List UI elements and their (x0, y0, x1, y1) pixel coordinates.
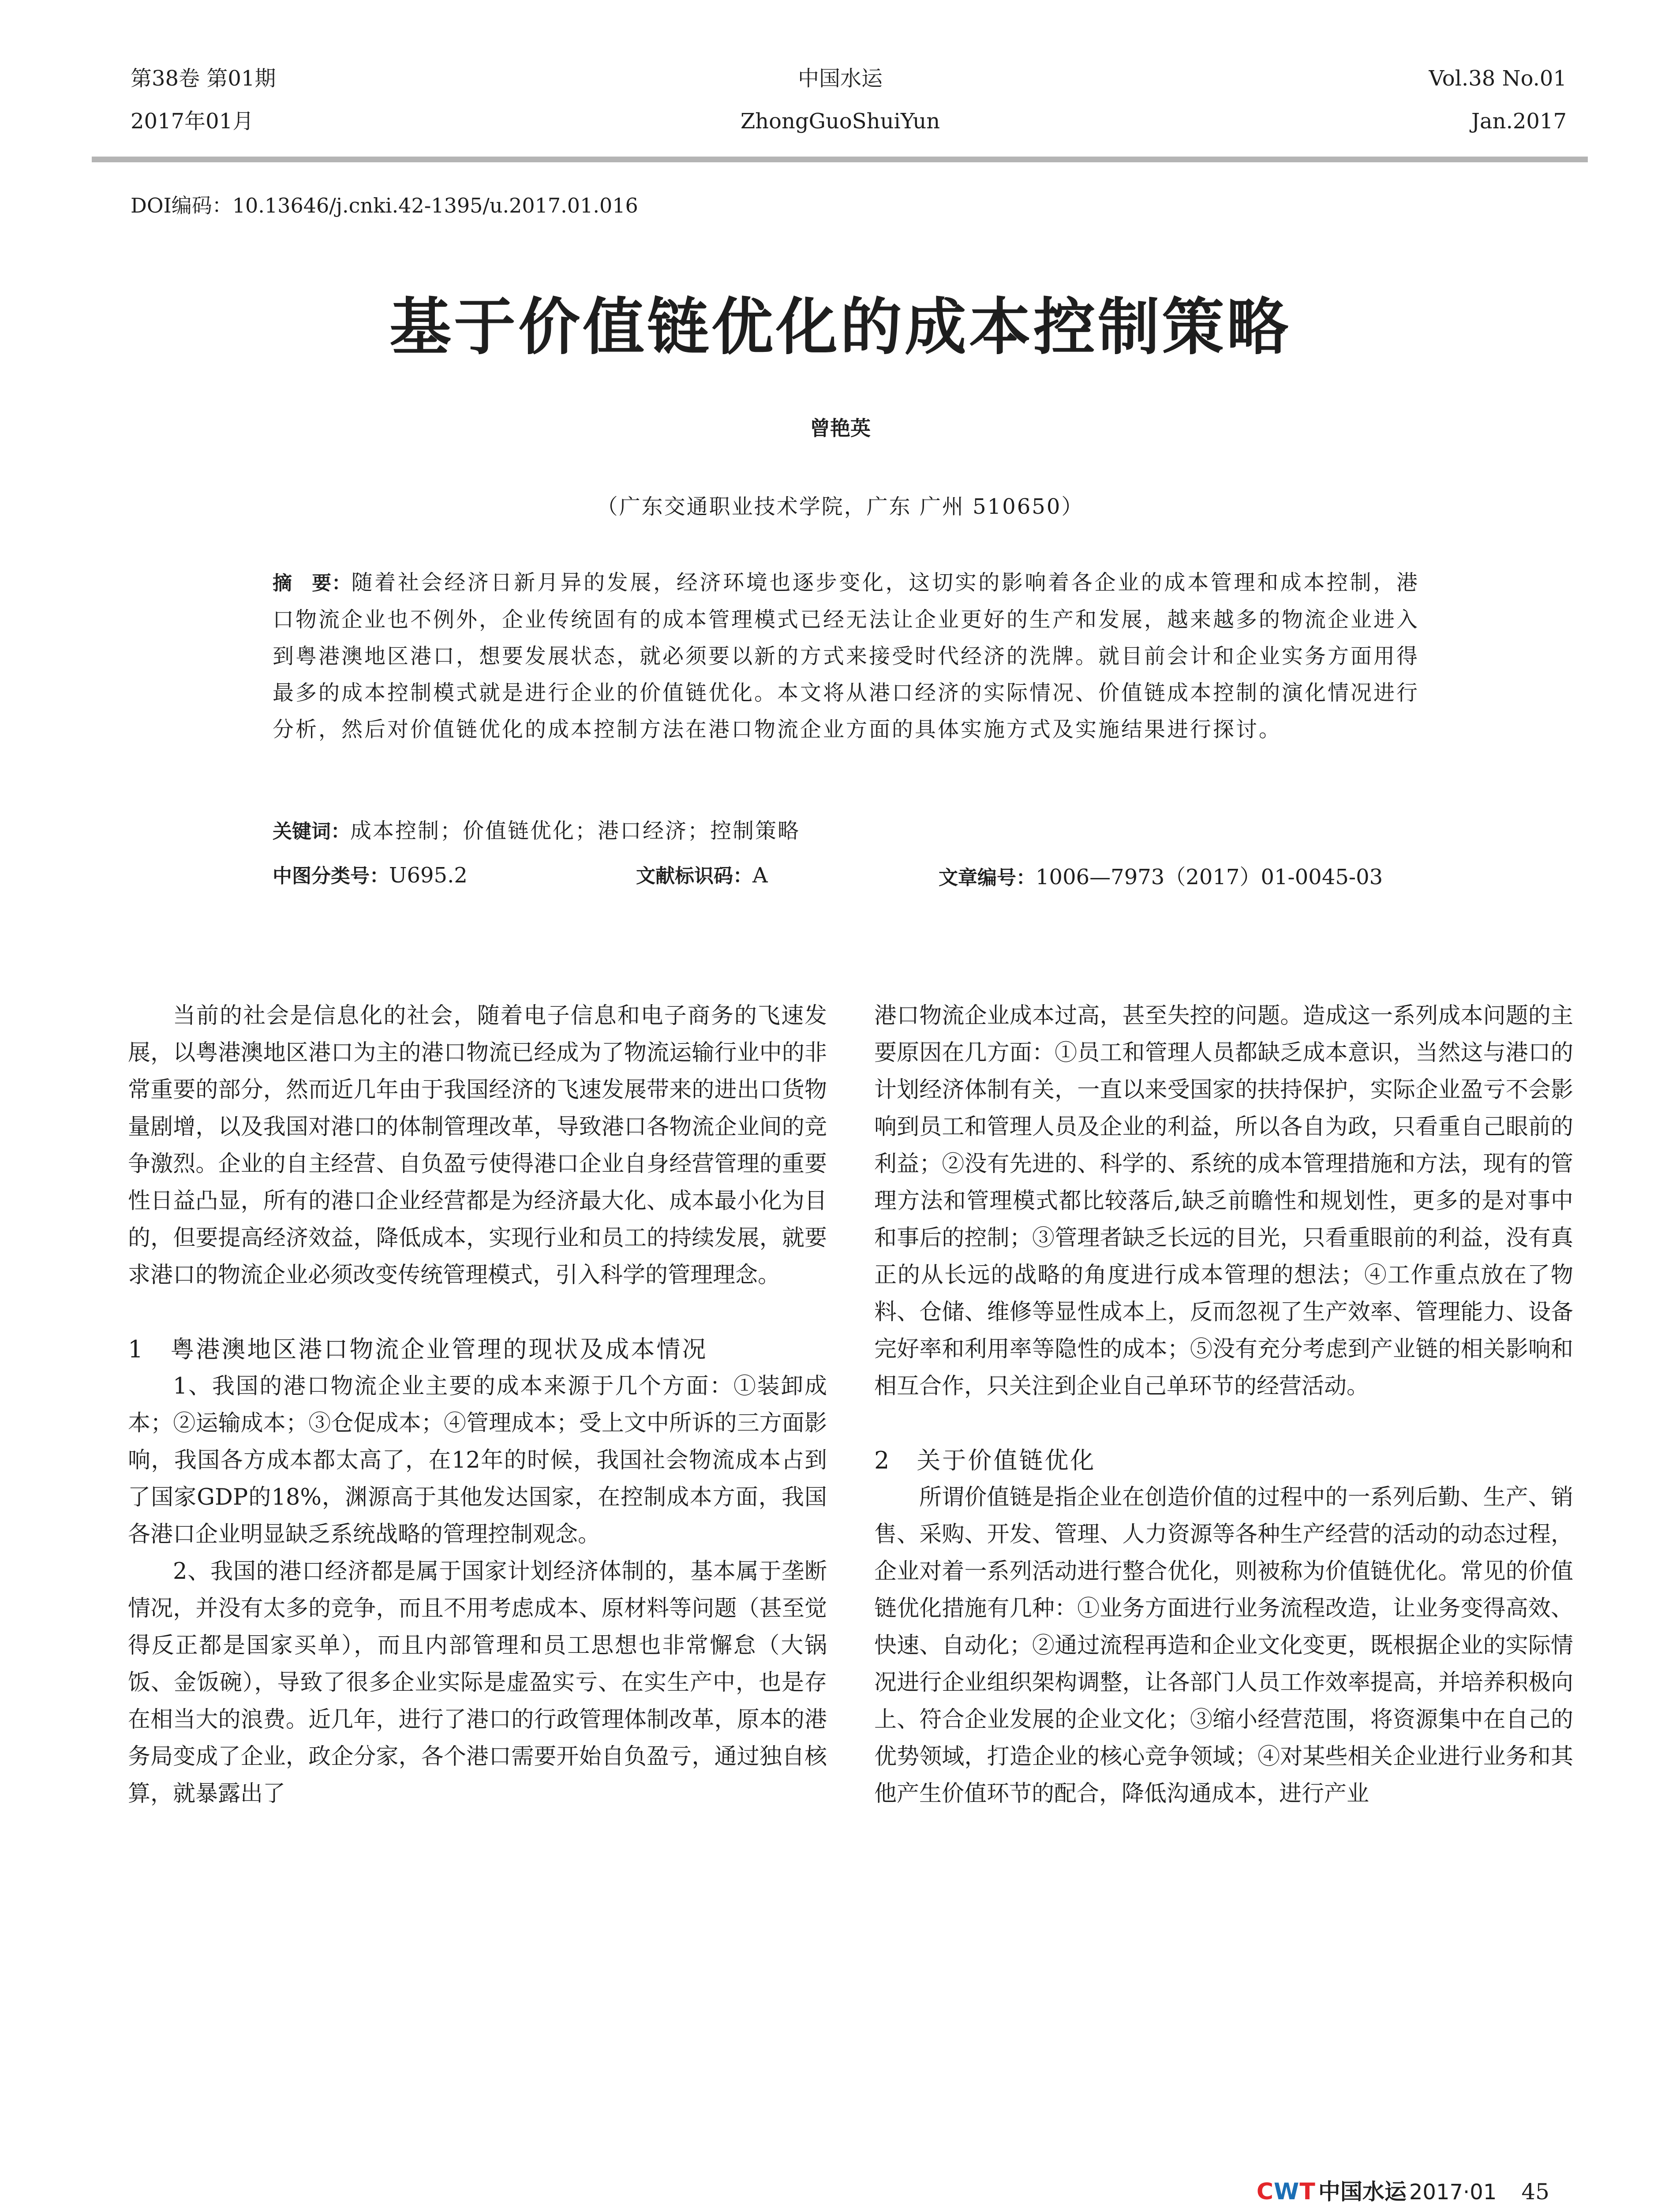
author: 曾艳英 (810, 416, 871, 440)
header-volume-en: Vol.38 No.01 (1429, 66, 1567, 91)
keywords (273, 814, 800, 844)
header-volume: 第38卷 第01期 (131, 66, 276, 91)
doc-code (636, 860, 768, 888)
header-journal-cn: 中国水运 (797, 66, 883, 91)
body-left-column (128, 998, 827, 1813)
intro-paragraph: 当前的社会是信息化的社会，随着电子信息和电子商务的飞速发展，以粤港澳地区港口为主的港口物流已经成为了物流运输行业中的非常重要的部分，然而近几年由于我国经济的飞速发展带来的进出口货物量剧增，以及我国对港口的体制管理改革，导致港口各物流企业间的竞争激烈。企业的自主经营、自负盈亏使得港口企业自身经营管理的重要性日益凸显，所有的港口企业经营都是为经济最大化、成本最小化为目的，但要提高经济效益，降低成本，实现行业和员工的持续发展，就要求港口的物流企业必须改变传统管理模式，引入科学的管理理念。 (128, 1003, 827, 1288)
header-date-cn: 2017年01月 (131, 109, 254, 134)
keywords-text: 成本控制；价值链优化；港口经济；控制策略 (350, 818, 801, 843)
clc-number (273, 860, 468, 888)
section-1-heading: 1 粤港澳地区港口物流企业管理的现状及成本情况 (128, 1335, 708, 1363)
article-value: 1006—7973（2017）01-0045-03 (1036, 865, 1383, 889)
continued-paragraph: 港口物流企业成本过高，甚至失控的问题。造成这一系列成本问题的主要原因在几方面：①员工和管理人员都缺乏成本意识，当然这与港口的计划经济体制有关，一直以来受国家的扶持保护，实际企业盈亏不会影响到员工和管理人员及企业的利益，所以各自为政，只看重自己眼前的利益；②没有先进的、科学的、系统的成本管理措施和方法，现有的管理方法和管理模式都比较落后,缺乏前瞻性和规划性，更多的是对事中和事后的控制；③管理者缺乏长远的目光，只看重眼前的利益，没有真正的从长远的战略的角度进行成本管理的想法；④工作重点放在了物料、仓储、维修等显性成本上，反而忽视了生产效率、管理能力、设备完好率和利用率等隐性的成本；⑤没有充分考虑到产业链的相关影响和相互合作，只关注到企业自己单环节的经营活动。 (874, 1003, 1573, 1399)
section-1-paragraph-1: 1、我国的港口物流企业主要的成本来源于几个方面：①装卸成本；②运输成本；③仓促成本；④管理成本；受上文中所诉的三方面影响，我国各方成本都太高了，在12年的时候，我国社会物流成本占到了国家GDP的18%，渊源高于其他发达国家，在控制成本方面，我国各港口企业明显缺乏系统战略的管理控制观念。 (128, 1373, 827, 1547)
affiliation: （广东交通职业技术学院，广东 广州 510650） (596, 494, 1084, 519)
body-right-column (874, 998, 1573, 1813)
doc-value: A (752, 863, 768, 888)
keywords-label: 关键词： (273, 820, 350, 843)
section-1-paragraph-2: 2、我国的港口经济都是属于国家计划经济体制的，基本属于垄断情况，并没有太多的竞争，而且不用考虑成本、原材料等问题（甚至觉得反正都是国家买单），而且内部管理和员工思想也非常懈怠（大锅饭、金饭碗），导致了很多企业实际是虚盈实亏、在实生产中，也是存在相当大的浪费。近几年，进行了港口的行政管理体制改革，原本的港务局变成了企业，政企分家，各个港口需要开始自负盈亏，通过独自核算，就暴露出了 (128, 1558, 827, 1807)
paper-title: 基于价值链优化的成本控制策略 (389, 291, 1291, 363)
clc-label: 中图分类号： (273, 865, 389, 887)
abstract (273, 564, 1419, 748)
section-2-heading: 2 关于价值链优化 (874, 1446, 1096, 1474)
footer-magazine: 中国水运 (1318, 2179, 1407, 2205)
doi: DOI编码：10.13646/j.cnki.42-1395/u.2017.01.016 (131, 194, 638, 217)
page-number: 45 (1521, 2179, 1549, 2205)
header-journal-pinyin: ZhongGuoShuiYun (740, 109, 940, 134)
header-rule (92, 157, 1588, 162)
article-number (939, 860, 1383, 890)
cwt-logo: CWT (1256, 2179, 1316, 2205)
section-2-paragraph-1: 所谓价值链是指企业在创造价值的过程中的一系列后勤、生产、销售、采购、开发、管理、人力资源等各种生产经营的活动的动态过程，企业对着一系列活动进行整合优化，则被称为价值链优化。常见的价值链优化措施有几种：①业务方面进行业务流程改造，让业务变得高效、快速、自动化；②通过流程再造和企业文化变更，既根据企业的实际情况进行企业组织架构调整，让各部门人员工作效率提高，并培养积极向上、符合企业发展的企业文化；③缩小经营范围，将资源集中在自己的优势领域，打造企业的核心竞争领域；④对某些相关企业进行业务和其他产生价值环节的配合，降低沟通成本，进行产业 (874, 1484, 1573, 1807)
article-label: 文章编号： (939, 867, 1036, 889)
doc-label: 文献标识码： (636, 865, 752, 887)
header-date-en: Jan.2017 (1471, 109, 1567, 134)
abstract-text: 随着社会经济日新月异的发展，经济环境也逐步变化，这切实的影响着各企业的成本管理和成本控制，港口物流企业也不例外，企业传统固有的成本管理模式已经无法让企业更好的生产和发展，越来越多的物流企业进入到粤港澳地区港口，想要发展状态，就必须要以新的方式来接受时代经济的洗牌。就目前会计和企业实务方面用得最多的成本控制模式就是进行企业的价值链优化。本文将从港口经济的实际情况、价值链成本控制的演化情况进行分析，然后对价值链优化的成本控制方法在港口物流企业方面的具体实施方式及实施结果进行探讨。 (273, 570, 1420, 742)
abstract-label: 摘 要： (273, 572, 352, 594)
footer-issue: 2017·01 (1409, 2180, 1497, 2205)
clc-value: U695.2 (389, 863, 468, 888)
page-footer (1257, 2174, 1549, 2205)
